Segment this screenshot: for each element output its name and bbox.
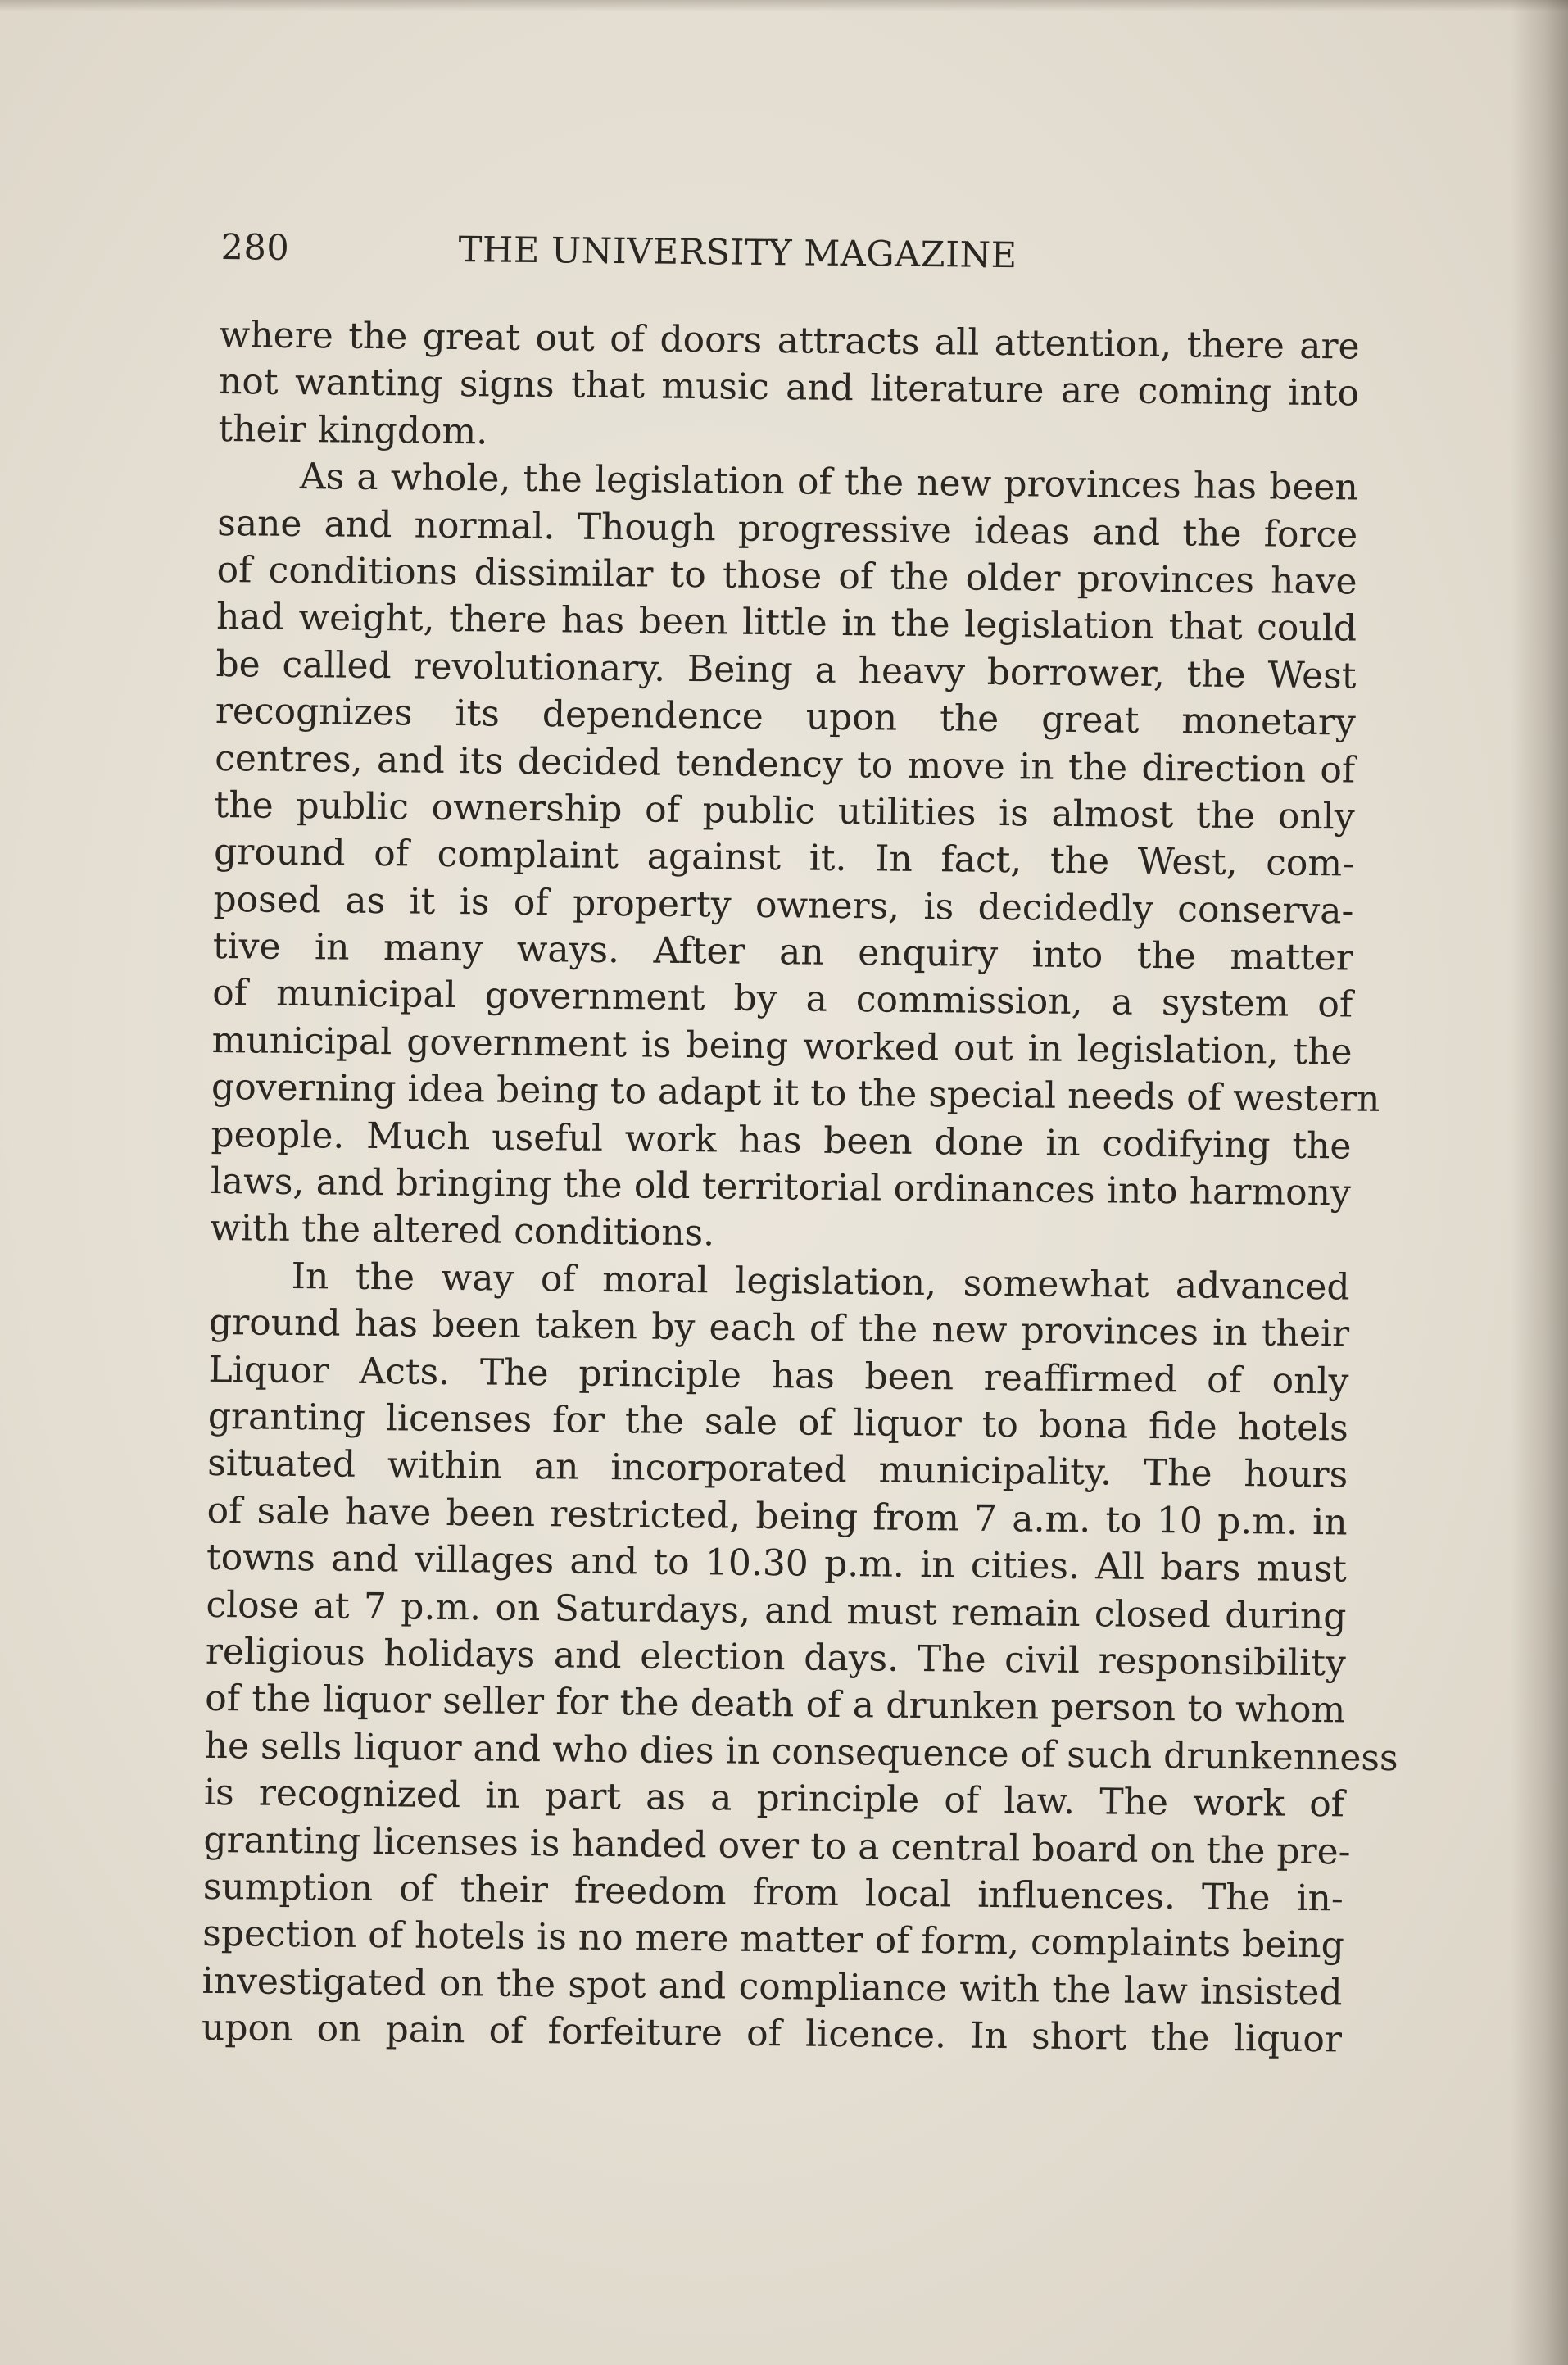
text-line: ground has been taken by each of the new provinces in their xyxy=(208,1301,1350,1355)
text-line: Liquor Acts. The principle has been reaffirmed of only xyxy=(208,1348,1349,1403)
text-line: investigated on the spot and compliance with the law insisted xyxy=(202,1959,1343,2014)
text-line: granting licenses is handed over to a central board on the pre- xyxy=(203,1818,1351,1873)
text-line: be called revolutionary. Being a heavy borrower, the West xyxy=(215,642,1357,697)
text-line: close at 7 p.m. on Saturdays, and must remain closed during xyxy=(206,1583,1347,1638)
text-line: the public ownership of public utilities is almost the only xyxy=(214,783,1355,838)
text-line: granting licenses for the sale of liquor to bona fide hotels xyxy=(207,1395,1349,1450)
text-line: with the altered conditions. xyxy=(210,1207,715,1255)
text-line: posed as it is of property owners, is decidedly conserva- xyxy=(213,878,1354,933)
binding-shadow xyxy=(1511,0,1568,2365)
text-line: people. Much useful work has been done in codifying the xyxy=(211,1113,1352,1168)
text-line: of sale have been restricted, being from 7 a.m. to 10 p.m. in xyxy=(206,1489,1348,1544)
paragraph-start-line: In the way of moral legislation, somewhat advanced xyxy=(291,1255,1350,1309)
text-line: tive in many ways. After an enquiry into the matter xyxy=(212,925,1354,979)
text-line: recognizes its dependence upon the great monetary xyxy=(215,690,1357,744)
page-header xyxy=(220,223,1085,281)
text-line: upon on pain of forfeiture of licence. In short the liquor xyxy=(201,2006,1343,2061)
text-line: sane and normal. Though progressive ideas and the force xyxy=(217,502,1358,556)
text-line: where the great out of doors attracts all attention, there are xyxy=(219,313,1360,368)
page-number: 280 xyxy=(220,226,290,269)
text-line: sumption of their freedom from local influences. The in- xyxy=(202,1865,1344,1920)
text-line: governing idea being to adapt it to the special needs of western xyxy=(211,1066,1380,1121)
text-line: centres, and its decided tendency to move in the direction of xyxy=(215,737,1356,792)
text-line: municipal government is being worked out in legislation, the xyxy=(211,1019,1353,1074)
text-line: spection of hotels is no mere matter of form, complaints being xyxy=(202,1913,1345,1967)
text-line: towns and villages and to 10.30 p.m. in cities. All bars must xyxy=(206,1537,1348,1591)
article-body xyxy=(201,311,1398,2063)
text-line: he sells liquor and who dies in consequence of such drunkenness xyxy=(204,1724,1398,1779)
text-line: their kingdom. xyxy=(218,407,488,453)
text-line: situated within an incorporated municipality. The hours xyxy=(207,1442,1348,1496)
text-line: of the liquor seller for the death of a drunken person to whom xyxy=(205,1677,1346,1732)
text-line: of conditions dissimilar to those of the older provinces have xyxy=(216,548,1357,603)
text-line: laws, and bringing the old territorial ordinances into harmony xyxy=(210,1160,1352,1214)
page-top-shadow xyxy=(0,0,1568,11)
running-title: THE UNIVERSITY MAGAZINE xyxy=(458,229,1017,277)
text-line: religious holidays and election days. The civil responsibility xyxy=(205,1630,1347,1685)
text-line: ground of complaint against it. In fact, the West, com- xyxy=(213,831,1355,885)
text-line: of municipal government by a commission, a system of xyxy=(212,972,1353,1026)
text-line: not wanting signs that music and literature are coming into xyxy=(218,361,1360,415)
text-line: is recognized in part as a principle of law. The work of xyxy=(203,1772,1345,1826)
paragraph-start-line: As a whole, the legislation of the new provinces has been xyxy=(299,456,1359,509)
text-line: had weight, there has been little in the legislation that could xyxy=(215,596,1357,650)
